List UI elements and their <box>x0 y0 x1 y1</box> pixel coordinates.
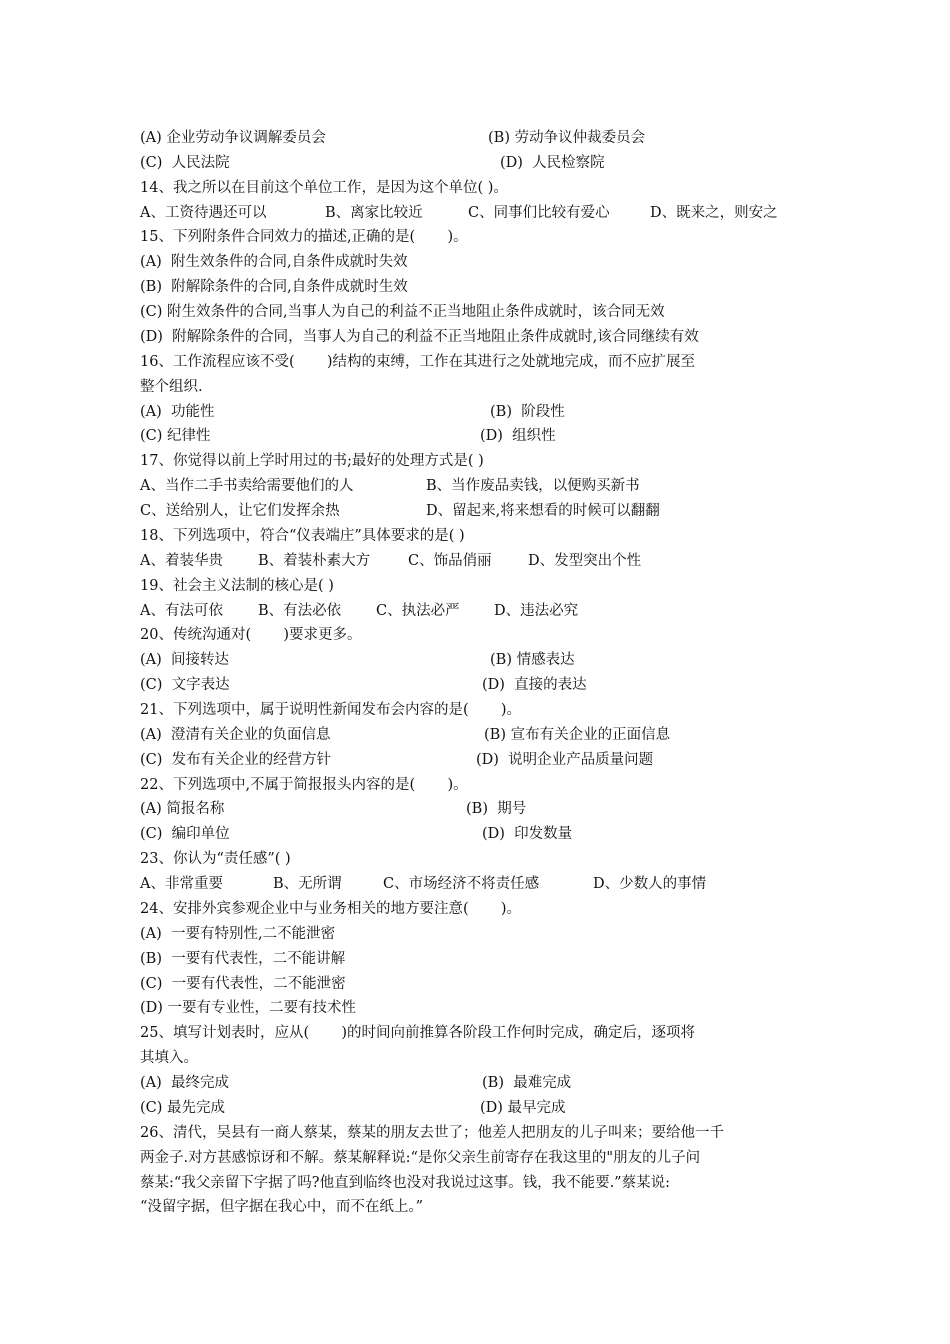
text-segment: (B) 情感表达 <box>490 652 575 669</box>
text-segment: 15、下列附条件合同效力的描述,正确的是( )。 <box>140 229 468 246</box>
text-segment: (D) 一要有专业性，二要有技术性 <box>140 1000 357 1017</box>
text-segment: B、着装朴素大方 <box>258 552 371 569</box>
text-segment: B、有法必依 <box>258 602 342 619</box>
text-segment: B、无所谓 <box>273 876 342 893</box>
text-segment: D、发型突出个性 <box>528 552 642 569</box>
text-segment: (C) 纪律性 <box>140 428 211 445</box>
text-segment: 26、清代，吴县有一商人蔡某，蔡某的朋友去世了；他差人把朋友的儿子叫来；要给他一千 <box>140 1124 724 1141</box>
text-segment: (D) 印发数量 <box>482 826 573 843</box>
text-segment: C、饰品俏丽 <box>408 552 492 569</box>
text-segment: (D) 直接的表达 <box>482 677 587 694</box>
text-segment: (B) 期号 <box>466 801 527 818</box>
text-segment: (B) 宣布有关企业的正面信息 <box>484 726 671 743</box>
text-segment: C、市场经济不将责任感 <box>383 876 540 893</box>
text-segment: A、着装华贵 <box>140 552 223 569</box>
text-segment: (A) 企业劳动争议调解委员会 <box>140 130 326 146</box>
text-segment: 24、安排外宾参观企业中与业务相关的地方要注意( )。 <box>140 900 522 917</box>
text-segment: (A) 一要有特别性,二不能泄密 <box>140 925 336 942</box>
text-segment: (D) 人民检察院 <box>500 154 605 171</box>
text-segment: (B) 一要有代表性，二不能讲解 <box>140 950 346 967</box>
text-segment: (B) 最难完成 <box>482 1075 572 1092</box>
text-segment: D、既来之，则安之 <box>650 204 778 221</box>
text-segment: A、当作二手书卖给需要他们的人 <box>140 478 354 495</box>
text-segment: C、执法必严 <box>376 602 460 619</box>
text-segment: (D) 组织性 <box>480 428 556 445</box>
text-segment: 20、传统沟通对( )要求更多。 <box>140 627 362 644</box>
text-segment: (D) 附解除条件的合同，当事人为自己的利益不正当地阻止条件成就时,该合同继续有效 <box>140 328 699 345</box>
text-segment: 蔡某:“我父亲留下字据了吗?他直到临终也没对我说过这事。钱，我不能要.”蔡某说: <box>140 1174 670 1191</box>
text-segment: A、有法可依 <box>140 602 223 619</box>
text-segment: 19、社会主义法制的核心是( ) <box>140 577 334 594</box>
text-segment: (B) 附解除条件的合同,自条件成就时生效 <box>140 279 408 296</box>
text-segment: C、同事们比较有爱心 <box>468 204 610 221</box>
text-segment: (C) 一要有代表性，二不能泄密 <box>140 975 346 992</box>
text-segment: 两金子.对方甚感惊讶和不解。蔡某解释说:“是你父亲生前寄存在我这里的"朋友的儿子问 <box>140 1149 701 1166</box>
text-segment: (C) 文字表达 <box>140 677 230 694</box>
text-segment: (C) 最先完成 <box>140 1099 226 1116</box>
text-segment: (B) 劳动争议仲裁委员会 <box>488 130 646 146</box>
text-segment: 16、工作流程应该不受( )结构的束缚，工作在其进行之处就地完成，而不应扩展至 <box>140 353 696 370</box>
text-segment: 21、下列选项中，属于说明性新闻发布会内容的是( )。 <box>140 702 522 718</box>
text-segment: (A) 功能性 <box>140 403 215 420</box>
text-segment: (C) 发布有关企业的经营方针 <box>140 751 332 768</box>
text-segment: B、当作废品卖钱，以便购买新书 <box>426 478 640 495</box>
text-segment: (A) 澄清有关企业的负面信息 <box>140 726 331 743</box>
text-segment: D、留起来,将来想看的时候可以翻翻 <box>426 503 660 520</box>
text-segment: B、离家比较近 <box>325 204 423 221</box>
text-segment: (D) 说明企业产品质量问题 <box>476 751 654 768</box>
text-segment: 22、下列选项中,不属于简报报头内容的是( )。 <box>140 776 468 793</box>
text-segment: 其填入。 <box>140 1050 198 1067</box>
text-segment: “没留字据，但字据在我心中，而不在纸上。” <box>140 1199 424 1216</box>
text-segment: D、少数人的事情 <box>593 876 707 893</box>
text-segment: (C) 人民法院 <box>140 154 230 171</box>
text-segment: (C) 附生效条件的合同,当事人为自己的利益不正当地阻止条件成就时，该合同无效 <box>140 304 665 321</box>
text-segment: A、非常重要 <box>140 876 223 893</box>
text-segment: 整个组织. <box>140 378 203 395</box>
text-segment: D、违法必究 <box>494 602 579 619</box>
text-segment: 18、下列选项中，符合“仪表端庄”具体要求的是( ) <box>140 527 465 544</box>
text-segment: (C) 编印单位 <box>140 826 230 843</box>
text-segment: 25、填写计划表时，应从( )的时间向前推算各阶段工作何时完成，确定后，逐项将 <box>140 1025 696 1042</box>
text-segment: (A) 简报名称 <box>140 801 225 818</box>
text-segment: 23、你认为“责任感”( ) <box>140 851 291 868</box>
text-segment: A、工资待遇还可以 <box>140 204 267 221</box>
text-segment: (A) 间接转达 <box>140 652 230 669</box>
text-segment: (D) 最早完成 <box>480 1099 566 1116</box>
text-segment: (A) 最终完成 <box>140 1075 230 1092</box>
text-segment: (B) 阶段性 <box>490 403 565 420</box>
text-segment: C、送给别人，让它们发挥余热 <box>140 503 340 520</box>
text-segment: 14、我之所以在目前这个单位工作，是因为这个单位( )。 <box>140 179 508 196</box>
text-segment: (A) 附生效条件的合同,自条件成就时失效 <box>140 254 408 271</box>
text-segment: 17、你觉得以前上学时用过的书;最好的处理方式是( ) <box>140 453 484 470</box>
